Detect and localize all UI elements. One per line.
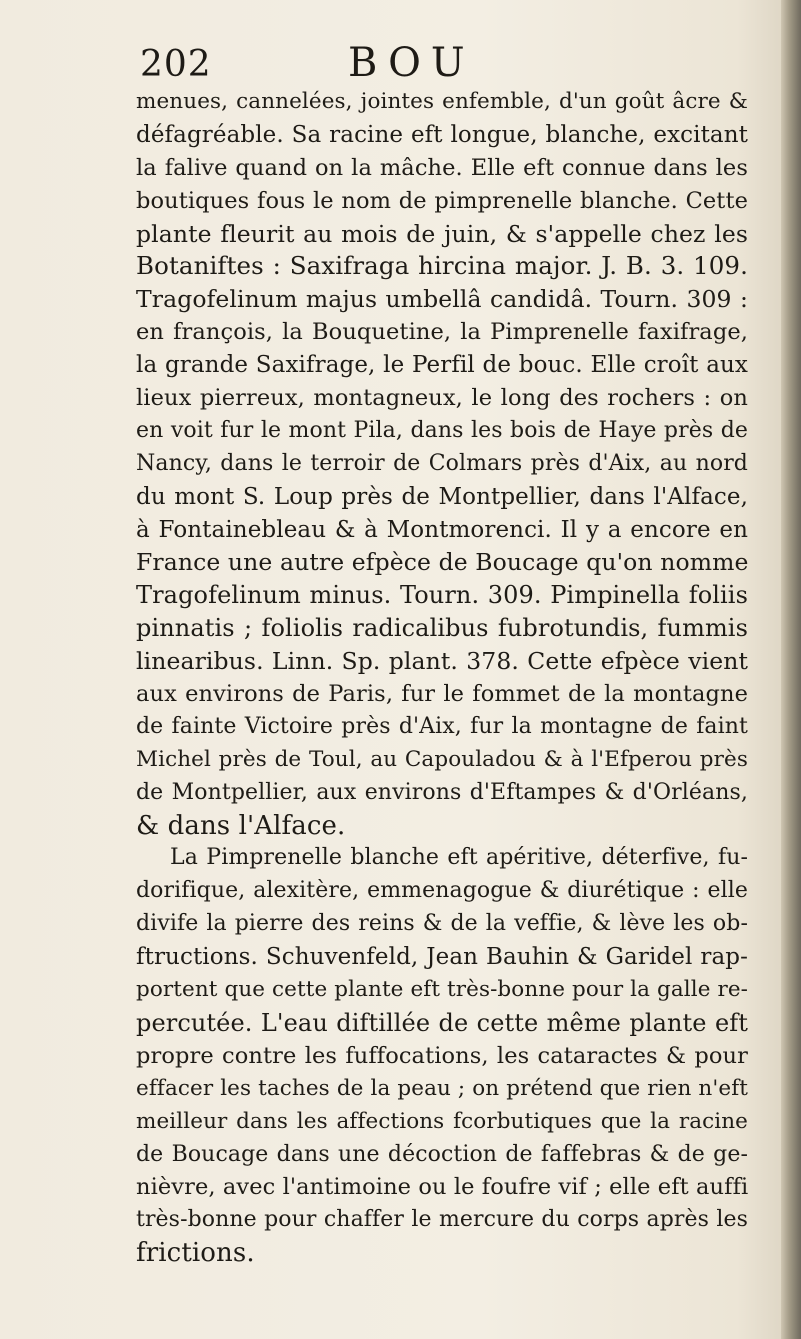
text-line: défagréable. Sa racine eft longue, blanche, excitant xyxy=(136,121,748,148)
page-number: 202 xyxy=(140,44,212,85)
text-line: linearibus. Linn. Sp. plant. 378. Cette efpèce vient xyxy=(136,647,748,676)
text-line: nièvre, avec l'antimoine ou le foufre vif ; elle eft auffi xyxy=(136,1174,749,1201)
text-line: Nancy, dans le terroir de Colmars près d'Aix, au nord xyxy=(136,450,748,476)
text-line: lieux pierreux, montagneux, le long des rochers : on xyxy=(136,385,748,412)
text-line: de fainte Victoire près d'Aix, fur la montagne de faint xyxy=(136,713,748,739)
page-edge xyxy=(781,0,801,1339)
text-line: ftructions. Schuvenfeld, Jean Bauhin & Garidel rap- xyxy=(136,944,748,971)
text-line: frictions. xyxy=(136,1238,255,1269)
text-line: & dans l'Alface. xyxy=(136,810,346,841)
text-line: divife la pierre des reins & de la veffie, & lève les ob- xyxy=(136,911,748,937)
text-line: propre contre les fuffocations, les cataractes & pour xyxy=(136,1042,748,1069)
text-line: Tragofelinum majus umbellâ candidâ. Tourn. 309 : xyxy=(136,285,748,314)
text-line: dorifique, alexitère, emmenagogue & diurétique : elle xyxy=(136,878,748,904)
text-line: du mont S. Loup près de Montpellier, dans l'Alface, xyxy=(136,483,748,510)
text-line: portent que cette plante eft très-bonne pour la galle re- xyxy=(136,977,749,1003)
text-line: très-bonne pour chaffer le mercure du corps après les xyxy=(136,1207,748,1233)
text-line: de Boucage dans une décoction de faffebras & de ge- xyxy=(136,1141,748,1167)
text-line: à Fontainebleau & à Montmorenci. Il y a encore en xyxy=(136,516,748,543)
text-line: de Montpellier, aux environs d'Eftampes & d'Orléans, xyxy=(136,779,748,805)
text-line: boutiques fous le nom de pimprenelle blanche. Cette xyxy=(136,187,748,214)
text-line: effacer les taches de la peau ; on prétend que rien n'eft xyxy=(136,1075,748,1101)
text-line: plante fleurit au mois de juin, & s'appelle chez les xyxy=(136,219,748,248)
page-header xyxy=(140,36,700,86)
body-text xyxy=(136,86,748,1270)
text-line: aux environs de Paris, fur le fommet de la montagne xyxy=(136,681,748,708)
text-line: La Pimprenelle blanche eft apéritive, déterfive, fu- xyxy=(170,845,748,871)
text-line: en voit fur le mont Pila, dans les bois de Haye près de xyxy=(136,417,748,443)
text-line: menues, cannelées, jointes enfemble, d'un goût âcre & xyxy=(136,89,748,114)
text-line: France une autre efpèce de Boucage qu'on nomme xyxy=(136,548,749,577)
running-head: BOU xyxy=(348,40,475,86)
text-line: la grande Saxifrage, le Perfil de bouc. Elle croît aux xyxy=(136,352,748,379)
text-line: percutée. L'eau diftillée de cette même plante eft xyxy=(136,1008,748,1037)
text-line: la falive quand on la mâche. Elle eft connue dans les xyxy=(136,154,748,181)
text-line: pinnatis ; foliolis radicalibus fubrotundis, fummis xyxy=(136,614,748,643)
text-line: Botaniftes : Saxifraga hircina major. J. B. 3. 109. xyxy=(136,251,748,281)
text-line: Tragofelinum minus. Tourn. 309. Pimpinella foliis xyxy=(136,581,748,610)
text-line: meilleur dans les affections fcorbutiques que la racine xyxy=(136,1108,748,1134)
text-line: en françois, la Bouquetine, la Pimprenelle faxifrage, xyxy=(136,319,748,346)
text-line: Michel près de Toul, au Capouladou & à l'Efperou près xyxy=(136,746,748,772)
